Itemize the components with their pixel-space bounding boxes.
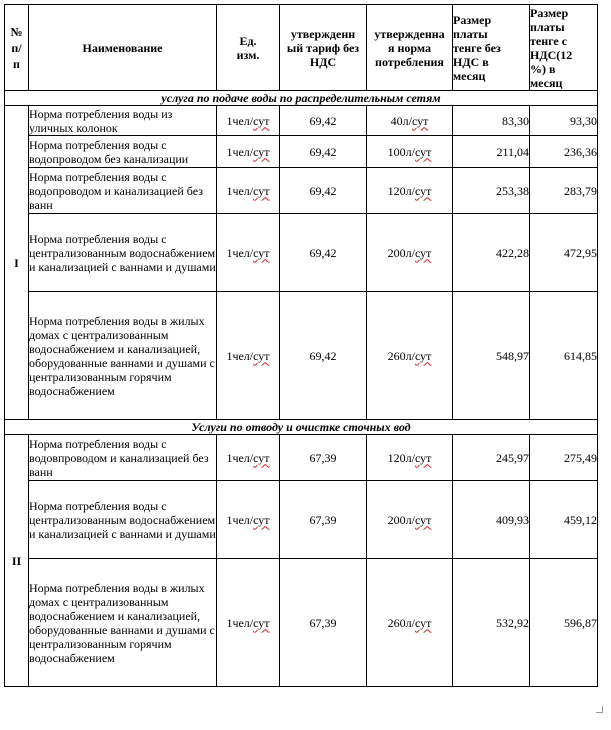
page-corner-mark (596, 706, 603, 713)
table-row (5, 292, 598, 420)
row-pay-no-vat: 548,97 (453, 292, 530, 420)
header-row (5, 5, 598, 91)
row-name: Норма потребления воды с водопроводом без канализации (29, 136, 217, 168)
row-norm: 120л/сут (367, 435, 453, 481)
header-name: Наименование (29, 5, 217, 91)
row-name: Норма потребления воды с централизованным водоснабжением и канализацией с ваннами и душами (29, 214, 217, 292)
row-name: Норма потребления воды в жилых домах с централизованным водоснабжением и канализацией, оборудованные ваннами и душами с централизованным горячим водоснабжением (29, 559, 217, 687)
section-roman-numeral: II (5, 435, 29, 687)
row-pay-vat: 236,36 (530, 136, 598, 168)
section-title-row (5, 91, 598, 106)
row-tariff: 69,42 (280, 168, 367, 214)
row-norm: 100л/сут (367, 136, 453, 168)
row-name: Норма потребления воды с водопроводом и канализацией без ванн (29, 168, 217, 214)
section-roman-numeral: I (5, 106, 29, 420)
row-tariff: 67,39 (280, 435, 367, 481)
row-norm: 200л/сут (367, 214, 453, 292)
row-pay-no-vat: 211,04 (453, 136, 530, 168)
row-pay-no-vat: 83,30 (453, 106, 530, 136)
header-unit: Ед. изм. (217, 5, 280, 91)
header-num: № п/ п (5, 5, 29, 91)
row-name: Норма потребления воды в жилых домах с централизованным водоснабжением и канализацией, оборудованные ваннами и душами с централизованным горячим водоснабжением (29, 292, 217, 420)
section-title-row (5, 420, 598, 435)
row-unit: 1чел/сут (217, 559, 280, 687)
row-pay-vat: 614,85 (530, 292, 598, 420)
row-pay-vat: 459,12 (530, 481, 598, 559)
row-pay-no-vat: 245,97 (453, 435, 530, 481)
row-pay-no-vat: 409,93 (453, 481, 530, 559)
row-pay-vat: 275,49 (530, 435, 598, 481)
row-norm: 120л/сут (367, 168, 453, 214)
header-tariff: утвержденн ый тариф без НДС (280, 5, 367, 91)
header-pay-no-vat: Размер платы тенге без НДС в месяц (453, 5, 530, 91)
row-unit: 1чел/сут (217, 214, 280, 292)
row-unit: 1чел/сут (217, 292, 280, 420)
row-norm: 200л/сут (367, 481, 453, 559)
table-row (5, 214, 598, 292)
row-unit: 1чел/сут (217, 106, 280, 136)
row-name: Норма потребления воды с централизованным водоснабжением и канализацией с ваннами и душами (29, 481, 217, 559)
row-name: Норма потребления воды из уличных колонок (29, 106, 217, 136)
row-unit: 1чел/сут (217, 481, 280, 559)
table-row (5, 481, 598, 559)
document-page (4, 4, 598, 687)
row-pay-no-vat: 532,92 (453, 559, 530, 687)
row-norm: 260л/сут (367, 292, 453, 420)
section-title: услуга по подаче воды по распределительным сетям (5, 91, 598, 106)
row-unit: 1чел/сут (217, 435, 280, 481)
row-tariff: 69,42 (280, 292, 367, 420)
row-unit: 1чел/сут (217, 168, 280, 214)
section-title: Услуги по отводу и очистке сточных вод (5, 420, 598, 435)
table-row (5, 106, 598, 136)
row-pay-vat: 596,87 (530, 559, 598, 687)
table-row (5, 136, 598, 168)
row-pay-no-vat: 253,38 (453, 168, 530, 214)
table-row (5, 559, 598, 687)
row-tariff: 69,42 (280, 106, 367, 136)
header-pay-vat: Размер платы тенге с НДС(12 %) в месяц (530, 5, 598, 91)
row-pay-vat: 472,95 (530, 214, 598, 292)
row-unit: 1чел/сут (217, 136, 280, 168)
tariff-table (4, 4, 598, 687)
row-name: Норма потребления воды с водовпроводом и канализацией без ванн (29, 435, 217, 481)
row-tariff: 67,39 (280, 559, 367, 687)
row-norm: 40л/сут (367, 106, 453, 136)
table-row (5, 168, 598, 214)
row-norm: 260л/сут (367, 559, 453, 687)
header-norm: утвержденна я норма потребления (367, 5, 453, 91)
row-tariff: 69,42 (280, 136, 367, 168)
table-row (5, 435, 598, 481)
row-tariff: 69,42 (280, 214, 367, 292)
row-tariff: 67,39 (280, 481, 367, 559)
row-pay-vat: 283,79 (530, 168, 598, 214)
row-pay-vat: 93,30 (530, 106, 598, 136)
row-pay-no-vat: 422,28 (453, 214, 530, 292)
